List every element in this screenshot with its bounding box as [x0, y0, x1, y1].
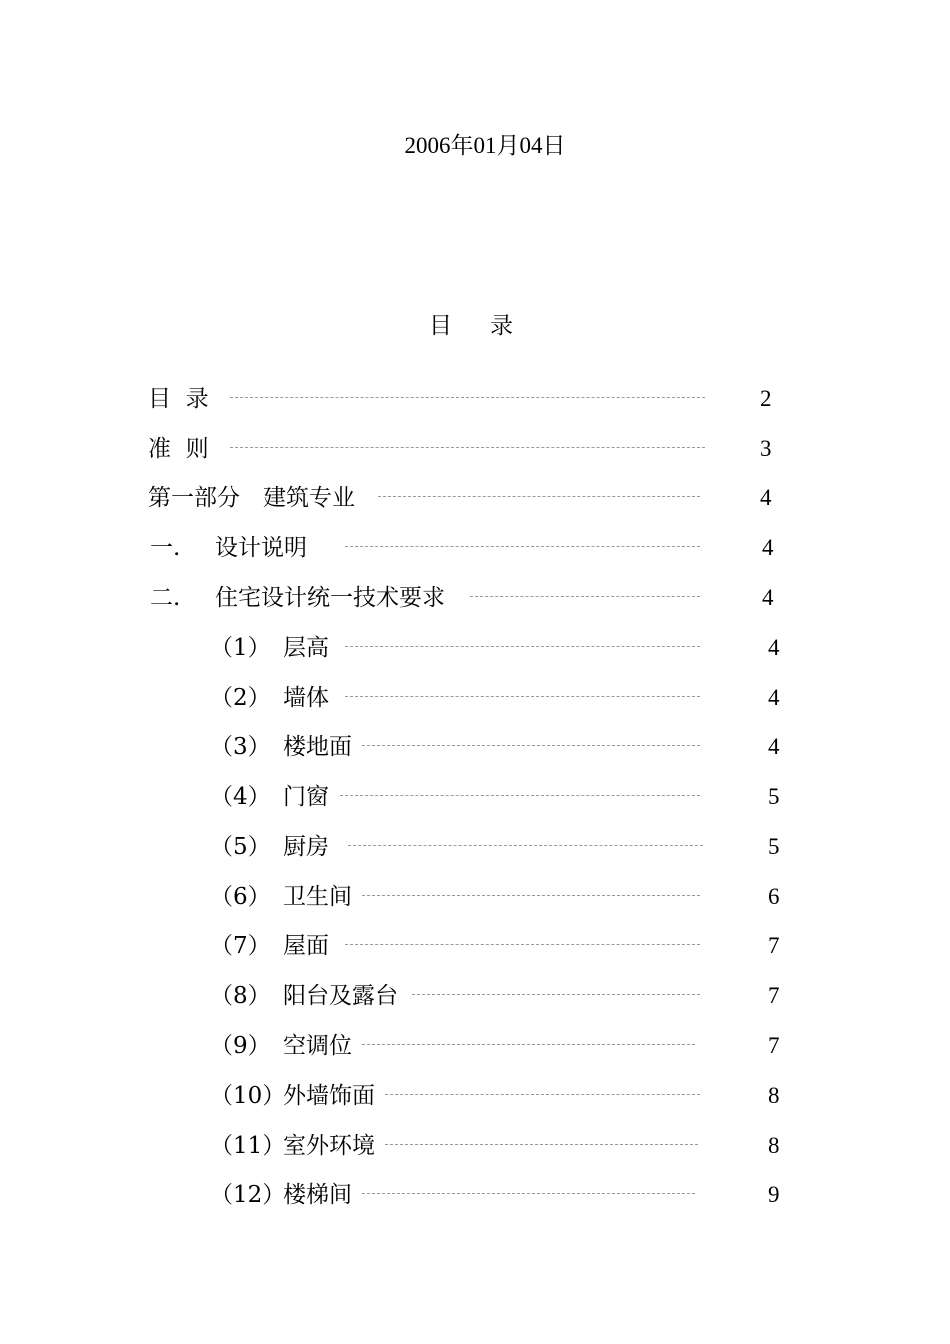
toc-row[interactable] [0, 1030, 950, 1062]
toc-heading-second: 录 [490, 313, 521, 339]
toc-entry-number: （10） [210, 1083, 286, 1109]
toc-entry-number: （4） [210, 784, 271, 810]
toc-entry-number: （2） [210, 685, 271, 711]
toc-page-number: 7 [768, 983, 780, 1008]
toc-row[interactable] [0, 930, 950, 962]
toc-row[interactable] [0, 582, 950, 614]
toc-entry-label [148, 383, 209, 415]
toc-page-number: 5 [768, 784, 780, 809]
toc-entry-number: （9） [210, 1033, 271, 1059]
toc-page-number: 9 [768, 1182, 780, 1207]
toc-entry-text: 空调位 [283, 1033, 352, 1059]
toc-entry-label [210, 731, 352, 763]
toc-row[interactable] [0, 881, 950, 913]
toc-heading [0, 310, 950, 342]
toc-entry-text: 墙体 [283, 685, 329, 711]
toc-page-number: 6 [768, 884, 780, 909]
toc-entry-label [210, 1080, 375, 1112]
toc-leader [345, 696, 700, 697]
toc-entry-label [210, 831, 329, 863]
toc-entry-label [148, 433, 209, 465]
toc-entry-text: 设计说明 [215, 535, 307, 561]
toc-page-number: 4 [768, 635, 780, 660]
toc-entry-label [210, 1130, 375, 1162]
toc-row[interactable] [0, 1179, 950, 1211]
toc-entry-text: 楼梯间 [283, 1182, 352, 1208]
toc-leader [348, 845, 703, 846]
toc-page-number: 4 [762, 535, 774, 560]
toc-entry-text: 目 录 [148, 386, 209, 412]
toc-leader [362, 1044, 695, 1045]
toc-row[interactable] [0, 831, 950, 863]
toc-page-number: 5 [768, 834, 780, 859]
toc-page-number: 2 [760, 386, 772, 411]
toc-row[interactable] [0, 682, 950, 714]
toc-entry-text: 卫生间 [283, 884, 352, 910]
toc-entry-number: 二. [150, 585, 181, 611]
toc-page-number: 3 [760, 436, 772, 461]
toc-page-number: 7 [768, 1033, 780, 1058]
toc-entry-number: （7） [210, 933, 271, 959]
toc-entry-number: （6） [210, 884, 271, 910]
toc-leader [470, 596, 700, 597]
toc-entry-label [210, 1030, 352, 1062]
toc-leader [230, 397, 705, 398]
toc-leader [362, 895, 700, 896]
toc-entry-number: 一. [150, 535, 181, 561]
toc-entry-text: 准 则 [148, 436, 209, 462]
toc-page-number: 8 [768, 1133, 780, 1158]
document-date: 2006年01月04日 [404, 133, 566, 158]
toc-row[interactable] [0, 482, 950, 514]
toc-row[interactable] [0, 781, 950, 813]
toc-entry-label [210, 632, 329, 664]
toc-leader [385, 1144, 698, 1145]
toc-row[interactable] [0, 383, 950, 415]
toc-row[interactable] [0, 980, 950, 1012]
toc-entry-text: 层高 [283, 635, 329, 661]
toc-entry-text: 阳台及露台 [283, 983, 398, 1009]
toc-leader [378, 496, 700, 497]
toc-page-number: 4 [762, 585, 774, 610]
toc-entry-text: 外墙饰面 [283, 1083, 375, 1109]
toc-entry-label [210, 682, 329, 714]
toc-entry-number: （1） [210, 635, 271, 661]
toc-entry-label [210, 1179, 352, 1211]
toc-entry-label [210, 881, 352, 913]
toc-leader [385, 1094, 700, 1095]
toc-heading-first: 目 [429, 313, 460, 339]
toc-leader [362, 1193, 695, 1194]
toc-page-number: 7 [768, 933, 780, 958]
toc-entry-text: 第一部分 建筑专业 [148, 485, 355, 511]
toc-row[interactable] [0, 632, 950, 664]
toc-entry-number: （12） [210, 1182, 286, 1208]
toc-entry-text: 住宅设计统一技术要求 [215, 585, 445, 611]
toc-leader [230, 447, 705, 448]
toc-page-number: 8 [768, 1083, 780, 1108]
toc-entry-text: 厨房 [283, 834, 329, 860]
toc-page-number: 4 [760, 485, 772, 510]
toc-row[interactable] [0, 1130, 950, 1162]
toc-entry-label [210, 781, 329, 813]
toc-entry-number: （11） [210, 1133, 286, 1159]
toc-entry-text: 门窗 [283, 784, 329, 810]
toc-entry-number: （3） [210, 734, 271, 760]
toc-entry-label [150, 582, 445, 614]
toc-row[interactable] [0, 532, 950, 564]
toc-leader [362, 745, 700, 746]
toc-leader [412, 994, 700, 995]
toc-entry-text: 楼地面 [283, 734, 352, 760]
toc-page-number: 4 [768, 734, 780, 759]
toc-leader [345, 546, 700, 547]
toc-entry-text: 室外环境 [283, 1133, 375, 1159]
toc-row[interactable] [0, 731, 950, 763]
toc-entry-label [148, 482, 355, 514]
toc-entry-label [210, 980, 398, 1012]
toc-leader [345, 646, 700, 647]
toc-entry-label [150, 532, 307, 564]
toc-entry-number: （5） [210, 834, 271, 860]
toc-entry-number: （8） [210, 983, 271, 1009]
toc-row[interactable] [0, 1080, 950, 1112]
toc-leader [345, 944, 700, 945]
toc-leader [340, 795, 700, 796]
toc-page-number: 4 [768, 685, 780, 710]
toc-entry-label [210, 930, 329, 962]
toc-entry-text: 屋面 [283, 933, 329, 959]
toc-row[interactable] [0, 433, 950, 465]
